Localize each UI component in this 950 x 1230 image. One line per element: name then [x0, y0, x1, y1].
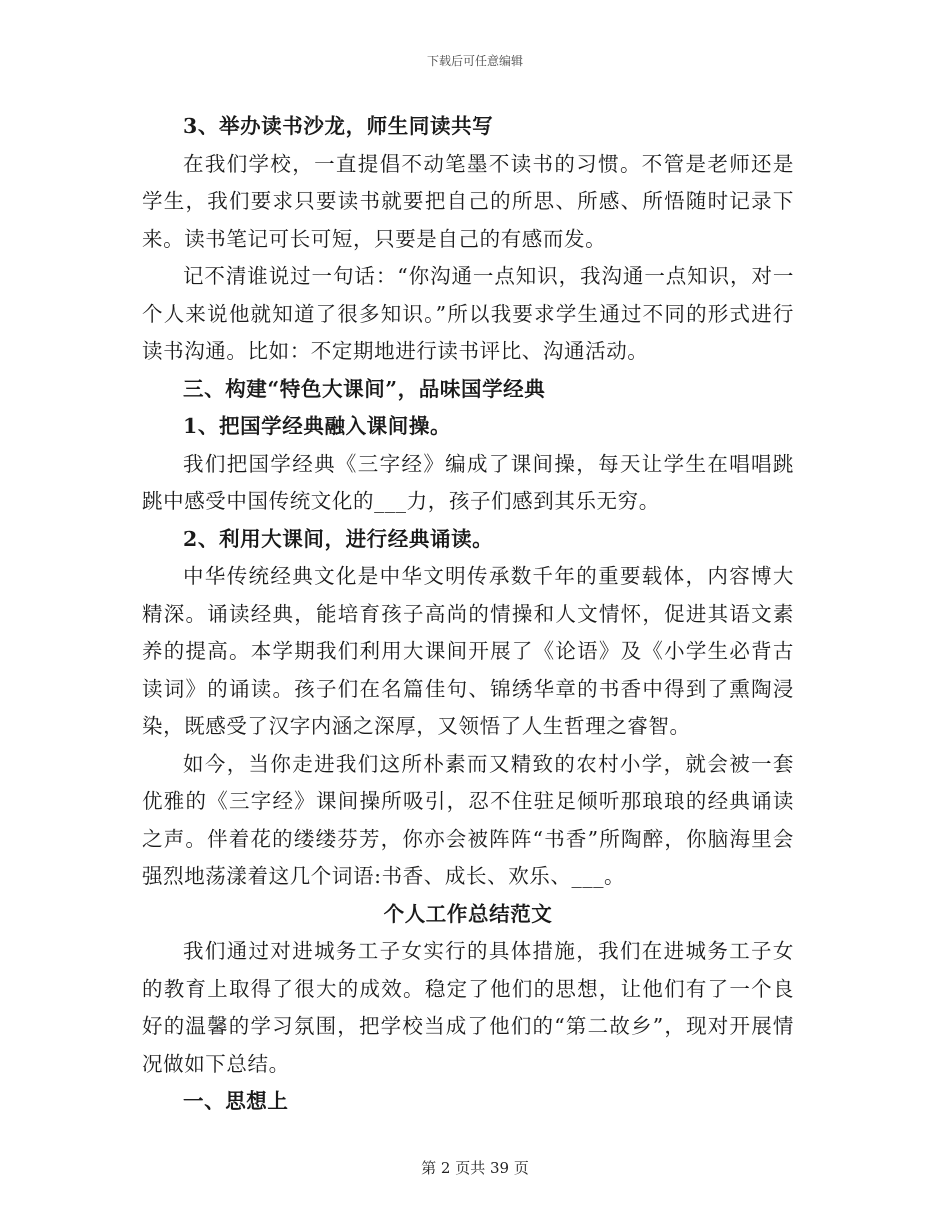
- paragraph-summary-intro: 我们通过对进城务工子女实行的具体措施，我们在进城务工子女的教育上取得了很大的成效。稳定了他们的思想，让他们有了一个良好的温馨的学习氛围，把学校当成了他们的“第二故乡”，现对开展情况做如下总结。: [142, 939, 794, 1076]
- page-footer: 第 2 页共 39 页: [421, 1159, 529, 1177]
- heading-reading-salon: 3、举办读书沙龙，师生同读共写: [183, 114, 494, 138]
- paragraph-reading-exchange: 记不清谁说过一句话：“你沟通一点知识，我沟通一点知识，对一个人来说他就知道了很多知识。”所以我要求学生通过不同的形式进行读书沟通。比如：不定期地进行读书评比、沟通活动。: [142, 264, 794, 363]
- heading-classics-exercise: 1、把国学经典融入课间操。: [183, 414, 452, 438]
- heading-thought: 一、思想上: [183, 1089, 289, 1113]
- paragraph-reading-notes: 在我们学校，一直提倡不动笔墨不读书的习惯。不管是老师还是学生，我们要求只要读书就要把自己的所思、所感、所悟随时记录下来。读书笔记可长可短，只要是自己的有感而发。: [142, 151, 794, 251]
- heading-section-three: 三、构建“特色大课间”，品味国学经典: [183, 376, 546, 401]
- document-body: [142, 108, 794, 1121]
- paragraph-sanzijing-exercise: 我们把国学经典《三字经》编成了课间操，每天让学生在唱唱跳跳中感受中国传统文化的___力，孩子们感到其乐无穷。: [142, 451, 794, 513]
- document-title: 个人工作总结范文: [383, 901, 553, 926]
- paragraph-classics-culture: 中华传统经典文化是中华文明传承数千年的重要载体，内容博大精深。诵读经典，能培育孩子高尚的情操和人文情怀，促进其语文素养的提高。本学期我们利用大课间开展了《论语》及《小学生必背古读词》的诵读。孩子们在名篇佳句、锦绣华章的书香中得到了熏陶浸染，既感受了汉字内涵之深厚，又领悟了人生哲理之睿智。: [142, 564, 794, 738]
- paragraph-school-atmosphere: 如今，当你走进我们这所朴素而又精致的农村小学，就会被一套优雅的《三字经》课间操所吸引，忍不住驻足倾听那琅琅的经典诵读之声。伴着花的缕缕芬芳，你亦会被阵阵“书香”所陶醉，你脑海里会强烈地荡漾着这几个词语:书香、成长、欢乐、___。: [142, 751, 794, 888]
- heading-classics-recitation: 2、利用大课间，进行经典诵读。: [183, 526, 494, 551]
- page-header: 下载后可任意编辑: [426, 54, 523, 68]
